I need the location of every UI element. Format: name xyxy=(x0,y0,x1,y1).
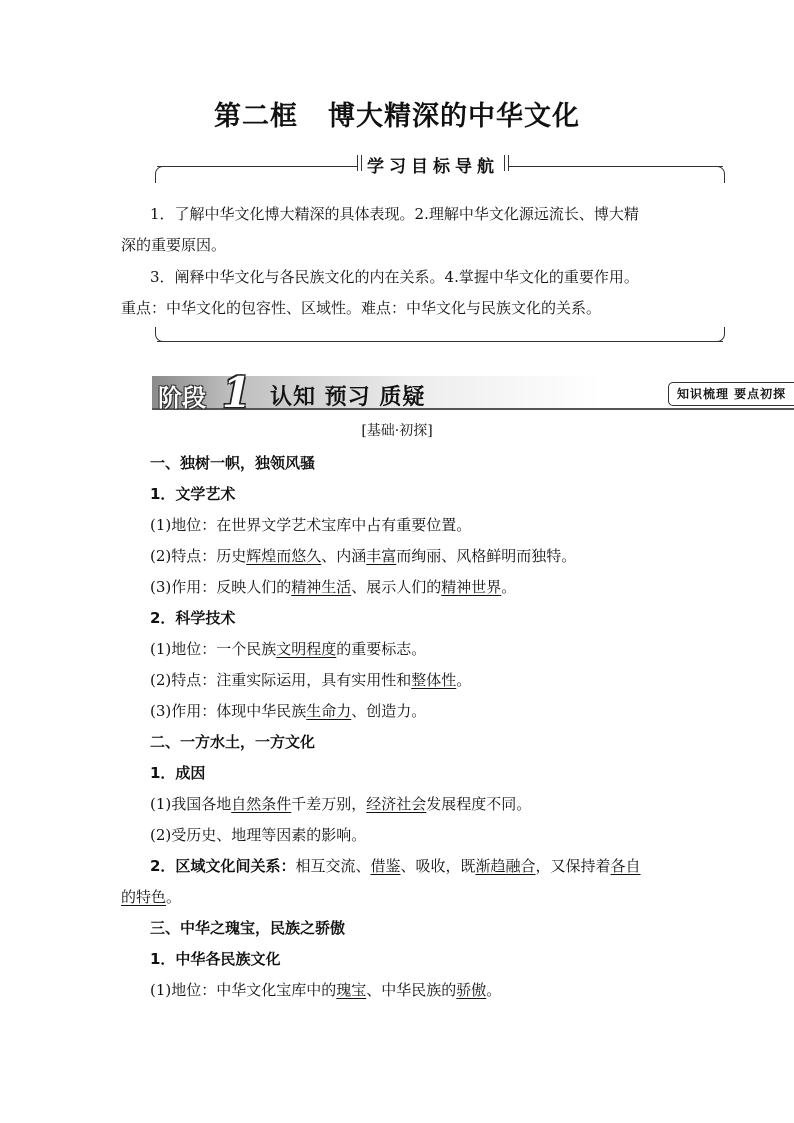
stage-number: 1 xyxy=(222,368,252,417)
objective-line1b: 深的重要原因。 xyxy=(121,236,227,254)
objectives-label: 学习目标导航 xyxy=(357,152,509,177)
section2-sub1: 1．成因 xyxy=(150,764,206,782)
objective-line2: 3．阐释中华文化与各民族文化的内在关系。4.掌握中华文化的重要作用。 xyxy=(150,268,639,286)
section2-heading: 二、一方水土，一方文化 xyxy=(150,733,316,751)
s1-a3: (3)作用：反映人们的精神生活、展示人们的精神世界。 xyxy=(150,578,517,596)
section1-sub2: 2．科学技术 xyxy=(150,609,236,627)
s2-c2: (2)受历史、地理等因素的影响。 xyxy=(150,826,367,844)
s2-d-line1: 2．区域文化间关系：相互交流、借鉴、吸收，既渐趋融合，又保持着各自 xyxy=(150,857,641,875)
s1-b1: (1)地位：一个民族文明程度的重要标志。 xyxy=(150,640,427,658)
s3-e1: (1)地位：中华文化宝库中的瑰宝、中华民族的骄傲。 xyxy=(150,981,502,999)
title-part1: 第二框 xyxy=(214,101,298,132)
page-title xyxy=(0,94,794,133)
s1-a1: (1)地位：在世界文学艺术宝库中占有重要位置。 xyxy=(150,516,472,534)
stage-banner xyxy=(152,368,794,417)
section1-sub1: 1．文学艺术 xyxy=(150,485,236,503)
objective-line1a: 1．了解中华文化博大精深的具体表现。2.理解中华文化源远流长、博大精 xyxy=(150,205,639,223)
section-subtitle: [基础·初探] xyxy=(361,423,433,439)
s1-a2: (2)特点：历史辉煌而悠久、内涵丰富而绚丽、风格鲜明而独特。 xyxy=(150,547,577,565)
stage-tag: 知识梳理 要点初探 xyxy=(668,382,794,406)
section3-sub1: 1．中华各民族文化 xyxy=(150,950,281,968)
s1-b3: (3)作用：体现中华民族生命力、创造力。 xyxy=(150,702,427,720)
stage-label: 阶段 xyxy=(158,384,206,412)
s2-c1: (1)我国各地自然条件千差万别，经济社会发展程度不同。 xyxy=(150,795,532,813)
title-part2: 博大精深的中华文化 xyxy=(328,101,580,132)
objective-line3: 重点：中华文化的包容性、区域性。难点：中华文化与民族文化的关系。 xyxy=(121,299,602,317)
s1-b2: (2)特点：注重实际运用，具有实用性和整体性。 xyxy=(150,671,472,689)
s2-d-line2: 的特色。 xyxy=(121,888,182,906)
section1-heading: 一、独树一帜，独领风骚 xyxy=(150,454,316,472)
section3-heading: 三、中华之瑰宝，民族之骄傲 xyxy=(150,919,346,937)
stage-name: 认知 预习 质疑 xyxy=(270,385,426,410)
